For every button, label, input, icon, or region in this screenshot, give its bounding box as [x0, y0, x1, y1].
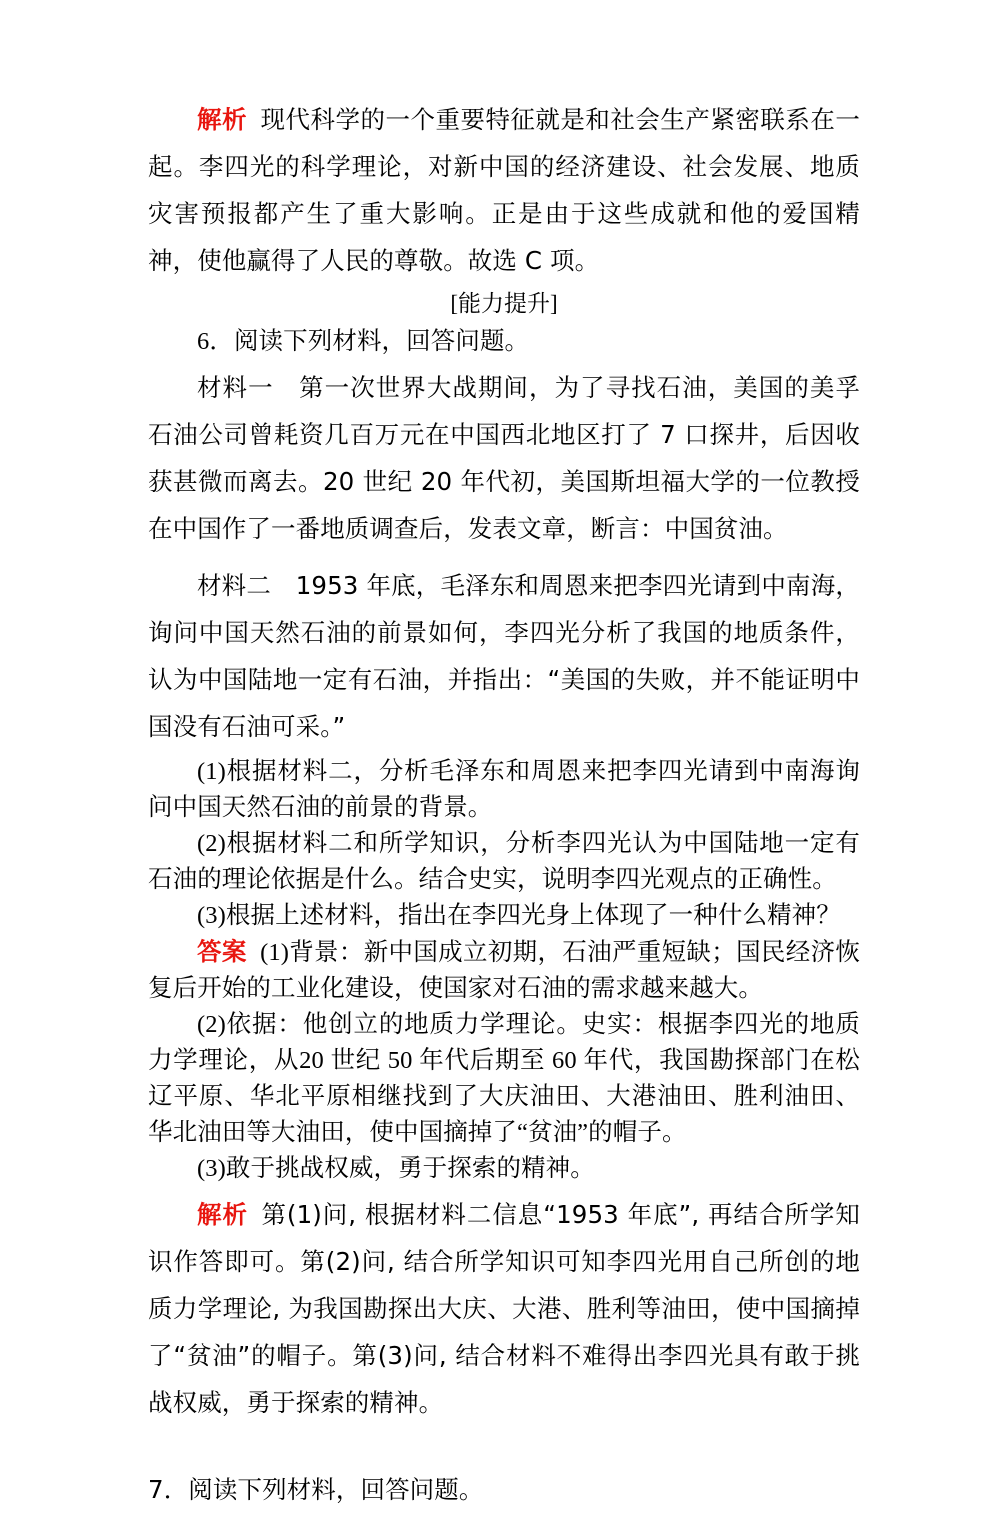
analysis-paragraph-q6 [148, 1191, 860, 1426]
question-6-sub-1: (1)根据材料二，分析毛泽东和周恩来把李四光请到中南海询问中国天然石油的前景的背景。 [148, 758, 860, 821]
question-6-stem: 6．阅读下列材料，回答问题。 [197, 328, 530, 355]
spacer [148, 552, 860, 562]
question-6-sub-3: (3)根据上述材料，指出在李四光身上体现了一种什么精神？ [197, 902, 841, 929]
section-heading: [能力提升] [450, 291, 558, 316]
question-7-stem: 7．阅读下列材料，回答问题。 [148, 1475, 484, 1504]
answer-text-1: (1)背景：新中国成立初期，石油严重短缺；国民经济恢复后开始的工业化建设，使国家对石油的需求越来越大。 [148, 939, 860, 1002]
answer-label: 答案 [197, 937, 247, 966]
analysis-label: 解析 [197, 105, 247, 134]
answer-paragraph-3: (3)敢于挑战权威，勇于探索的精神。 [197, 1155, 595, 1182]
analysis-paragraph-q5 [148, 96, 860, 284]
material-one-paragraph: 材料一 第一次世界大战期间，为了寻找石油，美国的美孚石油公司曾耗资几百万元在中国西北地区打了 7 口探井，后因收获甚微而离去。20 世纪 20 年代初，美国斯坦福大学的一位教授在中国作了一番地质调查后，发表文章，断言：中国贫油。 [148, 373, 860, 543]
analysis-label-2: 解析 [197, 1200, 248, 1229]
answer-paragraph-2: (2)依据：他创立的地质力学理论。史实：根据李四光的地质力学理论，从20 世纪 50 年代后期至 60 年代，我国勘探部门在松辽平原、华北平原相继找到了大庆油田、大港油田、胜利油田、华北油田等大油田，使中国摘掉了“贫油”的帽子。 [148, 1011, 860, 1146]
answer-paragraph-1 [148, 934, 860, 1007]
analysis-text-q6: 第(1)问, 根据材料二信息“1953 年底”, 再结合所学知识作答即可。第(2)问, 结合所学知识可知李四光用自己所创的地质力学理论, 为我国勘探出大庆、大港、胜利等油田，使中国摘掉了“贫油”的帽子。第(3)问, 结合材料不难得出李四光具有敢于挑战权威，勇于探索的精神。 [148, 1200, 860, 1417]
question-6-sub-2: (2)根据材料二和所学知识，分析李四光认为中国陆地一定有石油的理论依据是什么。结合史实，说明李四光观点的正确性。 [148, 830, 860, 893]
material-two-paragraph: 材料二 1953 年底，毛泽东和周恩来把李四光请到中南海，询问中国天然石油的前景如何，李四光分析了我国的地质条件，认为中国陆地一定有石油，并指出：“美国的失败，并不能证明中国没有石油可采。” [148, 571, 860, 741]
analysis-text-q5: 现代科学的一个重要特征就是和社会生产紧密联系在一起。李四光的科学理论，对新中国的经济建设、社会发展、地质灾害预报都产生了重大影响。正是由于这些成就和他的爱国精神，使他赢得了人民的尊敬。故选 C 项。 [148, 105, 860, 275]
spacer [148, 1426, 860, 1466]
